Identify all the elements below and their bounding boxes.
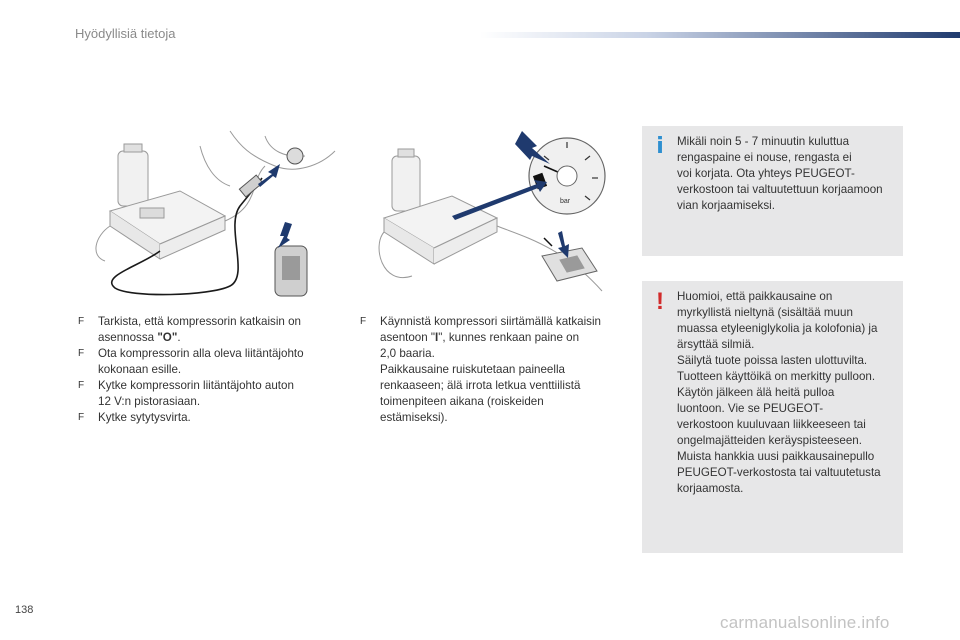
list-item: F Kytke sytytysvirta.	[78, 411, 191, 424]
list-item: F Tarkista, että kompressorin katkaisin on asennossa "O".	[78, 315, 301, 344]
info-box-text: Mikäli noin 5 - 7 minuutin kuluttua rengaspaine ei nouse, rengasta ei voi korjata. Ota yhteys PEUGEOT- verkostoon tai valtuutettuun korjaamoon vian korjaamiseksi.	[677, 135, 883, 212]
bullet-marker: F	[360, 316, 367, 327]
warning-box-text: Huomioi, että paikkausaine on myrkyllistä nieltynä (sisältää muun muassa etyleeniglykolia ja kolofonia) ja ärsyttää silmiä. Säilytä tuote poissa lasten ulottuvilta. Tuotteen käyttöikä on merkitty pulloon. Käytön jälkeen älä heitä pulloa luontoon. Vie se PEUGEOT- verkostoon kuuluvaan liikkeeseen tai ongelmajätteiden keräyspisteeseen. Muista hankkia uusi paikkausainepullo PEUGEOT-verkostosta tai valtuutetusta korjaamosta.	[677, 290, 881, 495]
list-item: F Ota kompressorin alla oleva liitäntäjohto kokonaan esille.	[78, 347, 304, 376]
compressor-connection-illustration	[90, 126, 340, 302]
warning-box	[642, 281, 903, 553]
bullet-marker: F	[78, 412, 85, 423]
pressure-gauge-illustration	[372, 126, 612, 302]
info-icon: i	[656, 134, 664, 159]
page-header-title: Hyödyllisiä tietoja	[75, 26, 176, 41]
bullet-marker: F	[78, 380, 85, 391]
watermark: carmanualsonline.info	[720, 613, 890, 632]
page-number: 138	[15, 604, 34, 616]
info-box	[642, 126, 903, 256]
right-instruction-list	[360, 314, 625, 426]
bullet-marker: F	[78, 316, 85, 327]
bullet-marker: F	[78, 348, 85, 359]
left-instruction-list	[78, 314, 328, 426]
header-gradient-bar	[480, 32, 960, 38]
gauge-unit-label: bar	[560, 198, 571, 205]
list-item: F Kytke kompressorin liitäntäjohto auton 12 V:n pistorasiaan.	[78, 379, 294, 408]
list-item: F Käynnistä kompressori siirtämällä katkaisin asentoon "I", kunnes renkaan paine on 2,0 baaria. Paikkausaine ruiskutetaan paineella renkaaseen; älä irrota letkua venttiilistä toimenpiteen aikana (roiskeiden estämiseksi).	[360, 315, 602, 424]
warning-icon: !	[656, 288, 664, 315]
